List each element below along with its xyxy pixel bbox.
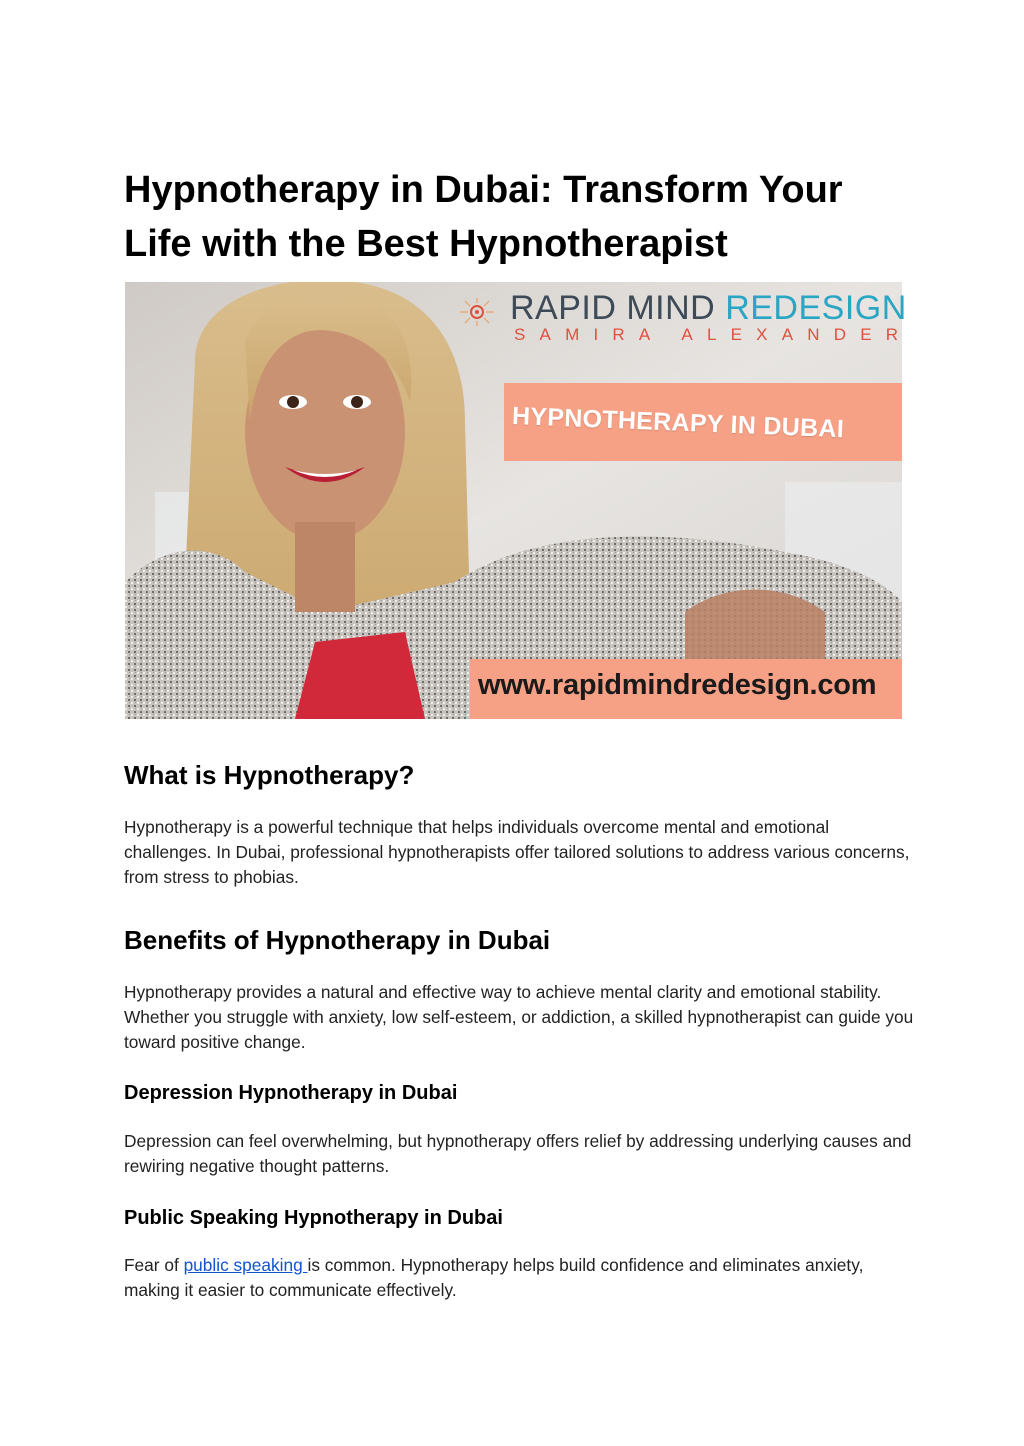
heading-benefits: Benefits of Hypnotherapy in Dubai [124, 925, 551, 955]
paragraph-text-start: Fear of [124, 1255, 184, 1275]
paragraph-depression: Depression can feel overwhelming, but hypnotherapy offers relief by addressing underlying causes and rewiring negative thought patterns. [124, 1131, 912, 1176]
brand-logo-title [510, 288, 907, 328]
brand-logo-subtitle: SAMIRA ALEXANDER [514, 325, 913, 344]
portrait-illustration [125, 282, 902, 719]
heading-public-speaking: Public Speaking Hypnotherapy in Dubai [124, 1207, 503, 1229]
sun-logo-icon [452, 296, 502, 328]
heading-what-is-hypnotherapy: What is Hypnotherapy? [124, 760, 415, 790]
banner-url: www.rapidmindredesign.com [478, 669, 877, 701]
brand-word-1: RAPID MIND [510, 289, 726, 327]
paragraph-what-is-hypnotherapy: Hypnotherapy is a powerful technique that helps individuals overcome mental and emotional challenges. In Dubai, professional hypnotherapists offer tailored solutions to address various concerns, from stress to phobias. [124, 817, 910, 887]
paragraph-text-end: is common. Hypnotherapy helps build confidence and eliminates anxiety, making it easier to communicate effectively. [124, 1255, 864, 1300]
heading-depression: Depression Hypnotherapy in Dubai [124, 1082, 458, 1104]
public-speaking-link[interactable]: public speaking [183, 1255, 308, 1275]
brand-word-2: REDESIGN [725, 289, 907, 327]
paragraph-benefits: Hypnotherapy provides a natural and effective way to achieve mental clarity and emotional stability. Whether you struggle with anxiety, low self-esteem, or addiction, a skilled hypnotherapist can guide you toward positive change. [124, 982, 914, 1052]
page-title: Hypnotherapy in Dubai: Transform Your Life with the Best Hypnotherapist [124, 169, 843, 265]
banner-headline: HYPNOTHERAPY IN DUBAI [511, 402, 845, 444]
paragraph-public-speaking [124, 1253, 914, 1303]
hero-banner-image [125, 282, 902, 719]
